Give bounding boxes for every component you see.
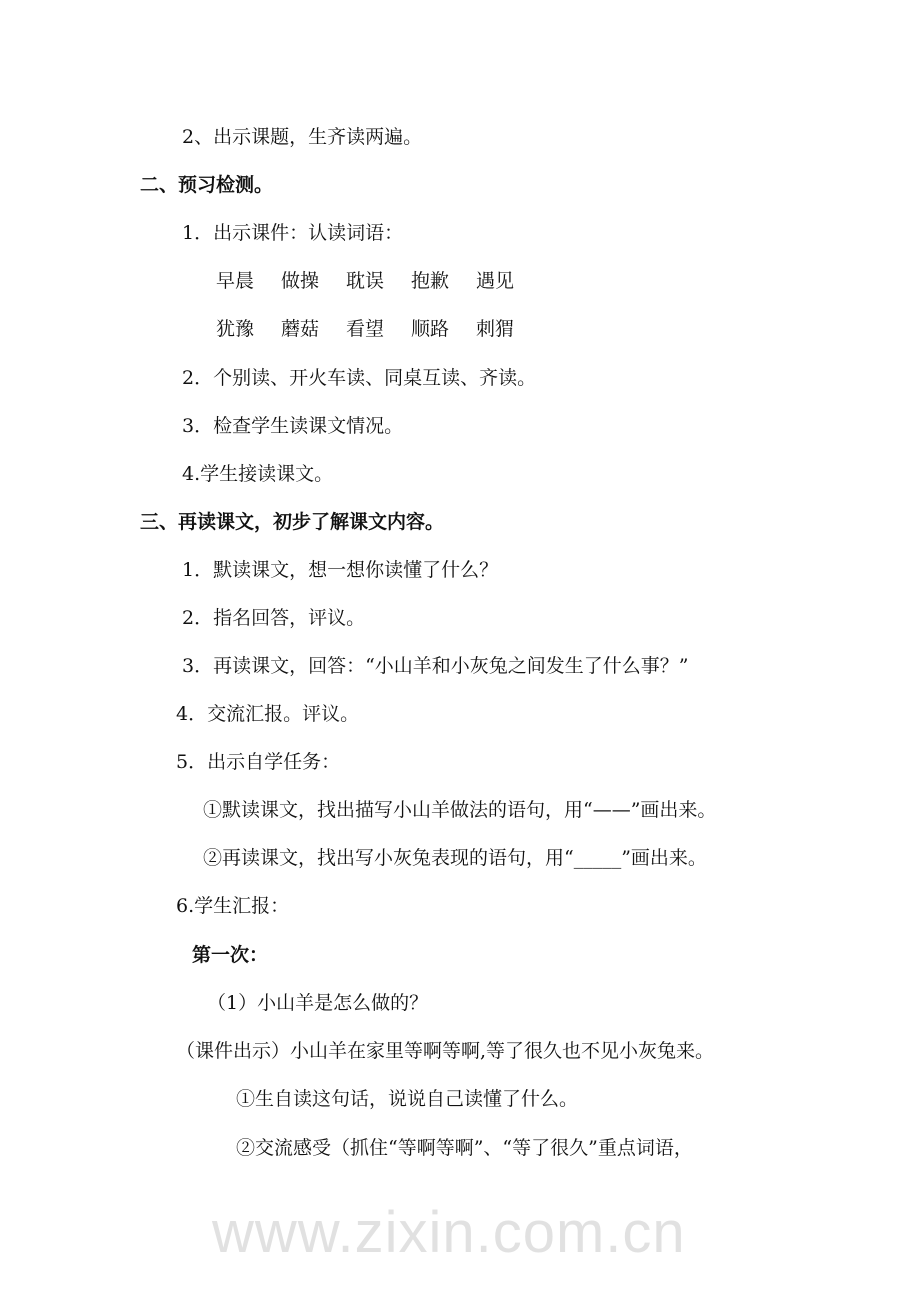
vocab-word: 早晨	[216, 270, 255, 292]
sub-step-1: ①生自读这句话，说说自己读懂了什么。	[236, 1088, 579, 1110]
question-1: （1）小山羊是怎么做的？	[207, 992, 429, 1014]
step-relay-read: 4.学生接读课文。	[182, 463, 334, 485]
step-student-report: 6.学生汇报：	[176, 895, 290, 917]
watermark: www.zixin.com.cn	[212, 1200, 686, 1265]
step-read-modes: 2．个别读、开火车读、同桌互读、齐读。	[182, 367, 537, 389]
vocab-word: 抱歉	[411, 270, 450, 292]
vocab-word: 犹豫	[216, 318, 255, 340]
step-task: 5．出示自学任务：	[176, 751, 341, 773]
task-2: ②再读课文，找出写小灰兔表现的语句，用“_____”画出来。	[203, 847, 707, 869]
vocab-word: 顺路	[411, 318, 450, 340]
step-silent-read: 1．默读课文，想一想你读懂了什么？	[182, 559, 499, 581]
step-answer: 2．指名回答，评议。	[182, 607, 366, 629]
step-reread: 3．再读课文，回答：“小山羊和小灰兔之间发生了什么事？”	[182, 655, 689, 677]
vocab-word: 刺猬	[476, 318, 515, 340]
section-heading-2: 二、预习检测。	[140, 174, 274, 196]
vocab-word: 做操	[281, 270, 320, 292]
vocab-word: 耽误	[346, 270, 385, 292]
vocab-word: 蘑菇	[281, 318, 320, 340]
vocab-word: 看望	[346, 318, 385, 340]
step-check: 3．检查学生读课文情况。	[182, 415, 404, 437]
courseware-sentence: （课件出示）小山羊在家里等啊等啊,等了很久也不见小灰兔来。	[176, 1040, 715, 1062]
section-heading-3: 三、再读课文，初步了解课文内容。	[140, 511, 445, 533]
task-1: ①默读课文，找出描写小山羊做法的语句，用“——”画出来。	[203, 799, 717, 821]
step-vocab: 1．出示课件：认读词语：	[182, 222, 404, 244]
sub-step-2: ②交流感受（抓住“等啊等啊”、“等了很久”重点词语，	[236, 1137, 693, 1159]
vocab-word: 遇见	[476, 270, 515, 292]
step-report: 4．交流汇报。评议。	[176, 703, 360, 725]
first-round-heading: 第一次：	[192, 944, 269, 966]
step-show-title: 2、出示课题，生齐读两遍。	[182, 126, 423, 148]
